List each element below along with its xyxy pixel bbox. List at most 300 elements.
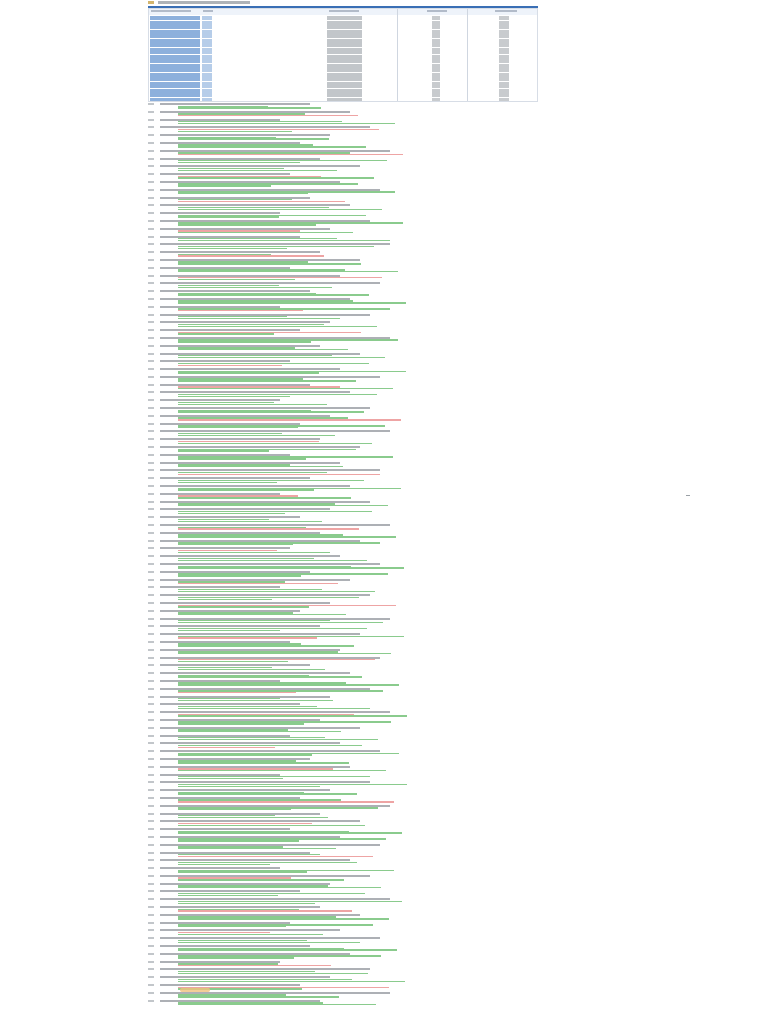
question-item: [148, 718, 618, 726]
question-number: [148, 259, 154, 261]
correct-answer: [178, 294, 369, 295]
correct-answer: [178, 934, 323, 935]
question-item: [148, 656, 618, 664]
question-number: [148, 423, 154, 425]
question-number: [148, 204, 154, 206]
question-item: [148, 118, 618, 126]
question-item: [148, 390, 618, 398]
question-number: [148, 992, 154, 994]
question-number: [148, 384, 154, 386]
question-item: [148, 757, 618, 765]
question-number: [148, 329, 154, 331]
question-number: [148, 446, 154, 448]
question-number: [148, 859, 154, 861]
correct-answer: [178, 817, 328, 818]
incorrect-answer: [178, 201, 345, 202]
question-number: [148, 1000, 154, 1002]
question-item: [148, 609, 618, 617]
question-item: [148, 102, 618, 110]
question-item: [148, 874, 618, 882]
question-item: [148, 554, 618, 562]
question-number: [148, 360, 154, 362]
question-item: [148, 695, 618, 703]
question-item: [148, 437, 618, 445]
correct-answer: [178, 302, 406, 303]
correct-answer: [178, 614, 346, 615]
correct-answer: [178, 131, 292, 132]
correct-answer: [178, 177, 374, 178]
question-number: [148, 703, 154, 705]
correct-answer: [178, 793, 357, 794]
question-number: [148, 968, 154, 970]
question-number: [148, 797, 154, 799]
question-number: [148, 883, 154, 885]
question-number: [148, 789, 154, 791]
question-number: [148, 524, 154, 526]
column-header: [495, 10, 517, 12]
question-number: [148, 173, 154, 175]
question-number: [148, 103, 154, 105]
question-item: [148, 429, 618, 437]
question-item: [148, 476, 618, 484]
question-item: [148, 617, 618, 625]
question-item: [148, 336, 618, 344]
question-number: [148, 181, 154, 183]
question-number: [148, 890, 154, 892]
correct-answer: [178, 482, 277, 483]
correct-answer: [178, 973, 368, 974]
question-number: [148, 813, 154, 815]
column-header: [203, 10, 213, 12]
question-number: [148, 961, 154, 963]
correct-answer: [178, 396, 290, 397]
correct-answer: [178, 248, 287, 249]
question-item: [148, 648, 618, 656]
incorrect-answer: [178, 310, 303, 311]
question-item: [148, 539, 618, 547]
correct-answer: [178, 903, 315, 904]
question-item: [148, 250, 618, 258]
question-number: [148, 532, 154, 534]
correct-answer: [178, 107, 321, 108]
correct-answer: [178, 560, 367, 561]
correct-answer: [178, 318, 340, 319]
question-number: [148, 212, 154, 214]
question-item: [148, 281, 618, 289]
correct-answer: [178, 762, 349, 763]
table-header: [149, 9, 537, 15]
question-number: [148, 664, 154, 666]
title-marker: [148, 1, 154, 4]
question-number: [148, 649, 154, 651]
page-title: [158, 1, 250, 4]
question-item: [148, 882, 618, 890]
question-number: [148, 828, 154, 830]
correct-answer: [178, 981, 405, 982]
question-number: [148, 727, 154, 729]
question-item: [148, 297, 618, 305]
question-item: [148, 352, 618, 360]
question-item: [148, 172, 618, 180]
correct-answer: [178, 887, 381, 888]
question-item: [148, 804, 618, 812]
question-number: [148, 165, 154, 167]
correct-answer: [178, 185, 271, 186]
question-number: [148, 415, 154, 417]
question-item: [148, 671, 618, 679]
question-number: [148, 984, 154, 986]
correct-answer: [178, 653, 391, 654]
question-item: [148, 726, 618, 734]
correct-answer: [178, 380, 356, 381]
question-number: [148, 501, 154, 503]
question-number: [148, 126, 154, 128]
correct-answer: [178, 942, 360, 943]
question-item: [148, 578, 618, 586]
question-item: [148, 928, 618, 936]
question-item: [148, 765, 618, 773]
question-number: [148, 314, 154, 316]
question-number: [148, 625, 154, 627]
correct-answer: [178, 435, 335, 436]
question-number: [148, 251, 154, 253]
correct-answer: [178, 224, 316, 225]
incorrect-answer: [178, 528, 359, 529]
correct-answer: [178, 240, 390, 241]
correct-answer: [178, 591, 375, 592]
question-number: [148, 742, 154, 744]
correct-answer: [178, 567, 404, 568]
question-number: [148, 641, 154, 643]
question-number: [148, 774, 154, 776]
correct-answer: [178, 146, 366, 147]
question-item: [148, 320, 618, 328]
question-item: [148, 741, 618, 749]
question-item: [148, 523, 618, 531]
correct-answer: [178, 427, 298, 428]
incorrect-answer: [178, 910, 352, 911]
question-item: [148, 305, 618, 313]
question-item: [148, 601, 618, 609]
question-number: [148, 555, 154, 557]
question-number: [148, 805, 154, 807]
incorrect-answer: [178, 801, 394, 802]
question-number: [148, 228, 154, 230]
question-number: [148, 298, 154, 300]
column-header: [427, 10, 447, 12]
question-number: [148, 922, 154, 924]
correct-answer: [178, 778, 283, 779]
question-number: [148, 430, 154, 432]
question-number: [148, 150, 154, 152]
correct-answer: [178, 505, 388, 506]
question-item: [148, 203, 618, 211]
question-number: [148, 976, 154, 978]
correct-answer: [178, 466, 343, 467]
question-number: [148, 610, 154, 612]
question-number: [148, 852, 154, 854]
question-item: [148, 383, 618, 391]
incorrect-answer: [178, 154, 403, 155]
question-number: [148, 945, 154, 947]
question-item: [148, 851, 618, 859]
question-item: [148, 679, 618, 687]
correct-answer: [178, 263, 361, 264]
correct-answer: [178, 450, 269, 451]
incorrect-answer: [178, 474, 380, 475]
correct-answer: [178, 669, 325, 670]
question-number: [148, 937, 154, 939]
correct-answer: [178, 544, 293, 545]
incorrect-answer: [178, 637, 317, 638]
question-number: [148, 571, 154, 573]
question-item: [148, 367, 618, 375]
incorrect-answer: [178, 747, 275, 748]
incorrect-answer: [178, 419, 401, 420]
question-number: [148, 579, 154, 581]
question-item: [148, 235, 618, 243]
correct-answer: [178, 349, 348, 350]
question-item: [148, 796, 618, 804]
question-item: [148, 921, 618, 929]
question-item: [148, 500, 618, 508]
correct-answer: [178, 918, 389, 919]
question-number: [148, 540, 154, 542]
question-item: [148, 780, 618, 788]
question-item: [148, 710, 618, 718]
correct-answer: [178, 599, 272, 600]
correct-answer: [178, 926, 286, 927]
question-item: [148, 897, 618, 905]
question-item: [148, 328, 618, 336]
question-number: [148, 602, 154, 604]
question-item: [148, 507, 618, 515]
correct-answer: [178, 138, 329, 139]
correct-answer: [178, 489, 314, 490]
question-number: [148, 353, 154, 355]
correct-answer: [178, 700, 333, 701]
question-item: [148, 827, 618, 835]
correct-answer: [178, 708, 370, 709]
question-item: [148, 461, 618, 469]
correct-answer: [178, 552, 330, 553]
correct-answer: [178, 825, 365, 826]
question-item: [148, 133, 618, 141]
question-number: [148, 236, 154, 238]
question-number: [148, 321, 154, 323]
question-item: [148, 180, 618, 188]
question-number: [148, 657, 154, 659]
correct-answer: [178, 193, 308, 194]
question-item: [148, 359, 618, 367]
correct-answer: [178, 606, 309, 607]
question-item: [148, 999, 618, 1007]
correct-answer: [178, 684, 399, 685]
question-number: [148, 345, 154, 347]
correct-answer: [178, 864, 270, 865]
correct-answer: [178, 715, 407, 716]
question-number: [148, 391, 154, 393]
question-number: [148, 563, 154, 565]
question-number: [148, 914, 154, 916]
table-body: [149, 16, 537, 102]
question-item: [148, 242, 618, 250]
correct-answer: [178, 840, 299, 841]
correct-answer: [178, 723, 304, 724]
correct-answer: [178, 676, 362, 677]
correct-answer: [178, 372, 319, 373]
question-number: [148, 407, 154, 409]
question-number: [148, 758, 154, 760]
question-number: [148, 688, 154, 690]
question-number: [148, 594, 154, 596]
question-number: [148, 337, 154, 339]
question-number: [148, 672, 154, 674]
question-item: [148, 453, 618, 461]
question-item: [148, 468, 618, 476]
question-item: [148, 734, 618, 742]
question-number: [148, 485, 154, 487]
question-item: [148, 819, 618, 827]
question-number: [148, 898, 154, 900]
question-item: [148, 632, 618, 640]
correct-answer: [178, 661, 288, 662]
question-item: [148, 515, 618, 523]
correct-answer: [178, 170, 337, 171]
incorrect-answer: [178, 365, 282, 366]
correct-answer: [178, 536, 396, 537]
correct-answer: [178, 341, 311, 342]
correct-answer: [178, 513, 285, 514]
question-item: [148, 196, 618, 204]
correct-answer: [178, 622, 383, 623]
question-number: [148, 508, 154, 510]
question-number: [148, 586, 154, 588]
correct-answer: [178, 786, 320, 787]
question-number: [148, 275, 154, 277]
question-item: [148, 375, 618, 383]
question-item: [148, 227, 618, 235]
question-number: [148, 547, 154, 549]
correct-answer: [178, 388, 393, 389]
question-item: [148, 484, 618, 492]
question-number: [148, 438, 154, 440]
question-number: [148, 680, 154, 682]
correct-answer: [178, 871, 307, 872]
question-item: [148, 624, 618, 632]
question-item: [148, 585, 618, 593]
question-number: [148, 399, 154, 401]
question-item: [148, 858, 618, 866]
question-number: [148, 469, 154, 471]
question-item: [148, 274, 618, 282]
question-item: [148, 258, 618, 266]
question-number: [148, 516, 154, 518]
summary-table: [148, 8, 538, 102]
correct-answer: [178, 809, 291, 810]
question-number: [148, 282, 154, 284]
correct-answer: [178, 271, 398, 272]
correct-answer: [178, 411, 364, 412]
question-item: [148, 991, 618, 999]
question-number: [148, 243, 154, 245]
question-number: [148, 376, 154, 378]
question-item: [148, 749, 618, 757]
question-number: [148, 766, 154, 768]
question-item: [148, 445, 618, 453]
correct-answer: [178, 216, 279, 217]
correct-answer: [178, 895, 278, 896]
question-item: [148, 414, 618, 422]
question-number: [148, 142, 154, 144]
correct-answer: [178, 630, 280, 631]
column-header: [329, 10, 359, 12]
question-number: [148, 953, 154, 955]
question-item: [148, 492, 618, 500]
incorrect-answer: [178, 115, 358, 116]
question-item: [148, 843, 618, 851]
question-item: [148, 913, 618, 921]
question-number: [148, 267, 154, 269]
question-item: [148, 546, 618, 554]
question-item: [148, 344, 618, 352]
correct-answer: [178, 209, 382, 210]
correct-answer: [178, 458, 306, 459]
question-item: [148, 663, 618, 671]
correct-answer: [178, 357, 385, 358]
question-item: [148, 149, 618, 157]
question-item: [148, 944, 618, 952]
question-item: [148, 687, 618, 695]
question-number: [148, 906, 154, 908]
question-item: [148, 812, 618, 820]
question-item: [148, 125, 618, 133]
question-item: [148, 983, 618, 991]
correct-answer: [178, 333, 274, 334]
question-item: [148, 422, 618, 430]
question-number: [148, 633, 154, 635]
question-number: [148, 836, 154, 838]
question-number: [148, 735, 154, 737]
question-item: [148, 141, 618, 149]
correct-answer: [178, 848, 336, 849]
question-item: [148, 866, 618, 874]
question-item: [148, 788, 618, 796]
question-number: [148, 158, 154, 160]
question-item: [148, 835, 618, 843]
question-number: [148, 220, 154, 222]
question-number: [148, 820, 154, 822]
question-number: [148, 189, 154, 191]
correct-answer: [178, 123, 395, 124]
question-number: [148, 306, 154, 308]
question-item: [148, 952, 618, 960]
question-list: [148, 102, 618, 1006]
column-header: [151, 10, 191, 12]
question-item: [148, 570, 618, 578]
question-item: [148, 266, 618, 274]
question-item: [148, 289, 618, 297]
question-item: [148, 531, 618, 539]
question-item: [148, 905, 618, 913]
correct-answer: [178, 949, 397, 950]
question-item: [148, 157, 618, 165]
question-number: [148, 134, 154, 136]
question-number: [148, 462, 154, 464]
question-number: [148, 875, 154, 877]
question-item: [148, 211, 618, 219]
question-item: [148, 960, 618, 968]
